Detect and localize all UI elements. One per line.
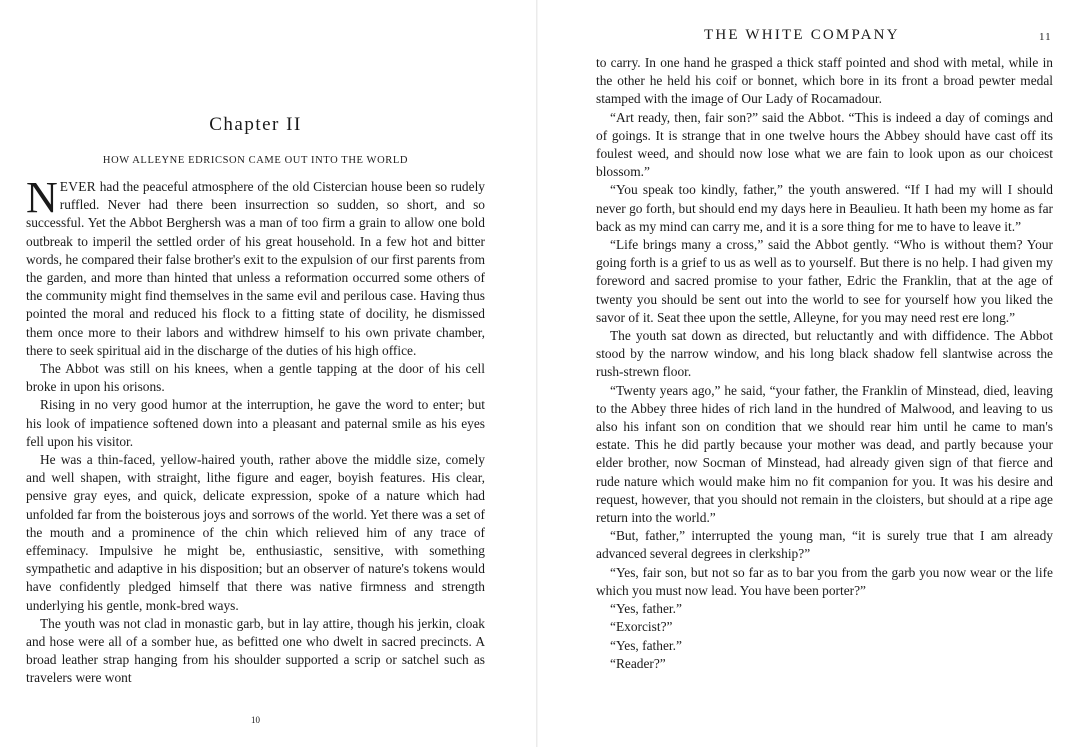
right-page (537, 0, 1075, 747)
chapter-subtitle: HOW ALLEYNE EDRICSON CAME OUT INTO THE WORLD (102, 155, 409, 166)
page-number-left: 10 (251, 715, 260, 725)
page-number-right: 11 (1039, 31, 1052, 43)
paragraph: “You speak too kindly, father,” the youth answered. “If I had my will I should never go forth, but should end my days here in Beaulieu. It hath been my home as far back as my mind can carry me, and it is a sore thing for me to have to leave it.” (596, 182, 1054, 234)
left-page-body (26, 173, 485, 688)
paragraph: “Art ready, then, fair son?” said the Abbot. “This is indeed a day of comings and of goings. It is strange that in one twelve hours the Abbey should have cast off its foulest weed, and should now lose what we are fain to look upon as our choicest blossom.” (596, 109, 1053, 180)
paragraph: “Yes, father.” (610, 601, 682, 617)
paragraph: “But, father,” interrupted the young man, “it is surely true that I am already advanced several degrees in clerkship?” (596, 528, 1053, 562)
paragraph: “Yes, fair son, but not so far as to bar you from the garb you now wear or the life which you must now lead. You have been porter?” (596, 564, 1053, 598)
paragraph: The youth was not clad in monastic garb, but in lay attire, though his jerkin, cloak and hose were all of a somber hue, as befitted one who dwelt in sacred precincts. A broad leather strap hanging from his shoulder supported a scrip or satchel such as travelers were wont (26, 615, 485, 686)
running-head: THE WHITE COMPANY (704, 27, 900, 43)
right-page-body (596, 54, 1053, 673)
chapter-title: Chapter II (209, 114, 302, 135)
paragraph: Rising in no very good humor at the interruption, he gave the word to enter; but his look of impatience softened down into a pleasant and paternal smile as his eyes fell upon his visitor. (26, 397, 485, 449)
paragraph: “Exorcist?” (610, 619, 673, 635)
paragraph: “Yes, father.” (610, 637, 682, 653)
paragraph: “Twenty years ago,” he said, “your father, the Franklin of Minstead, died, leaving to the Abbey three hides of rich land in the hundred of Malwood, and leaving to us also his infant son on condition that we should rear him until he came to man's estate. This he did partly because your mother was dead, and partly because your elder brother, now Socman of Minstead, had already given sign of that fierce and rude nature which would make him no fit companion for you. It was his desire and request, however, that you should not remain in the cloisters, but should at a ripe age return into the world.” (596, 382, 1053, 526)
paragraph: The Abbot was still on his knees, when a gentle tapping at the door of his cell broke in upon his orisons. (26, 361, 485, 395)
left-page (0, 0, 537, 747)
paragraph: He was a thin-faced, yellow-haired youth, rather above the middle size, comely and well shapen, with straight, lithe figure and eager, boyish features. His clear, pensive gray eyes, and quick, delicate expression, spoke of a nature which had unfolded far from the boisterous joys and sorrows of the world. Yet there was a set of the mouth and a prominence of the chin which relieved him of any trace of effeminacy. Impulsive he might be, enthusiastic, sensitive, with something sympathetic and adaptive in his disposition; but an observer of nature's tokens would have confidently pledged himself that there was native firmness and strength underlying his gentle, monk-bred ways. (26, 452, 485, 613)
paragraph: to carry. In one hand he grasped a thick staff pointed and shod with metal, while in the other he held his coif or bonnet, which bore in its front a broad pewter medal stamped with the image of Our Lady of Rocamadour. (596, 55, 1053, 107)
paragraph (26, 173, 485, 360)
paragraph: The youth sat down as directed, but reluctantly and with diffidence. The Abbot stood by the narrow window, and his long black shadow fell slantwise across the rush-strewn floor. (596, 328, 1053, 380)
paragraph: “Life brings many a cross,” said the Abbot gently. “Who is without them? Your going forth is a grief to us as well as to yourself. But there is no help. I had given my foreword and sacred promise to your father, Edric the Franklin, that at the age of twenty you should be sent out into the world to see for yourself how you liked the savor of it. Seat thee upon the settle, Alleyne, for you may need rest ere long.” (596, 237, 1053, 325)
paragraph-text: had the peaceful atmosphere of the old Cistercian house been so rudely ruffled. Never had there been insurrection so sudden, so short, and so successful. Yet the Abbot Berghersh was a man of too firm a grain to allow one bold outbreak to imperil the settled order of his great household. In a few hot and bitter words, he compared their false brother's exit to the expulsion of our first parents from the garden, and more than hinted that unless a reformation occurred some others of the community might find themselves in the same evil and perilous case. Having thus pointed the moral and reduced his flock to a fitting state of docility, he dismissed them once more to their labors and withdrew himself to his own private chamber, there to seek spiritual aid in the discharge of the duties of his high office. (26, 179, 485, 358)
drop-cap: N (26, 173, 58, 222)
paragraph: “Reader?” (610, 655, 666, 671)
first-word: EVER (59, 179, 96, 194)
